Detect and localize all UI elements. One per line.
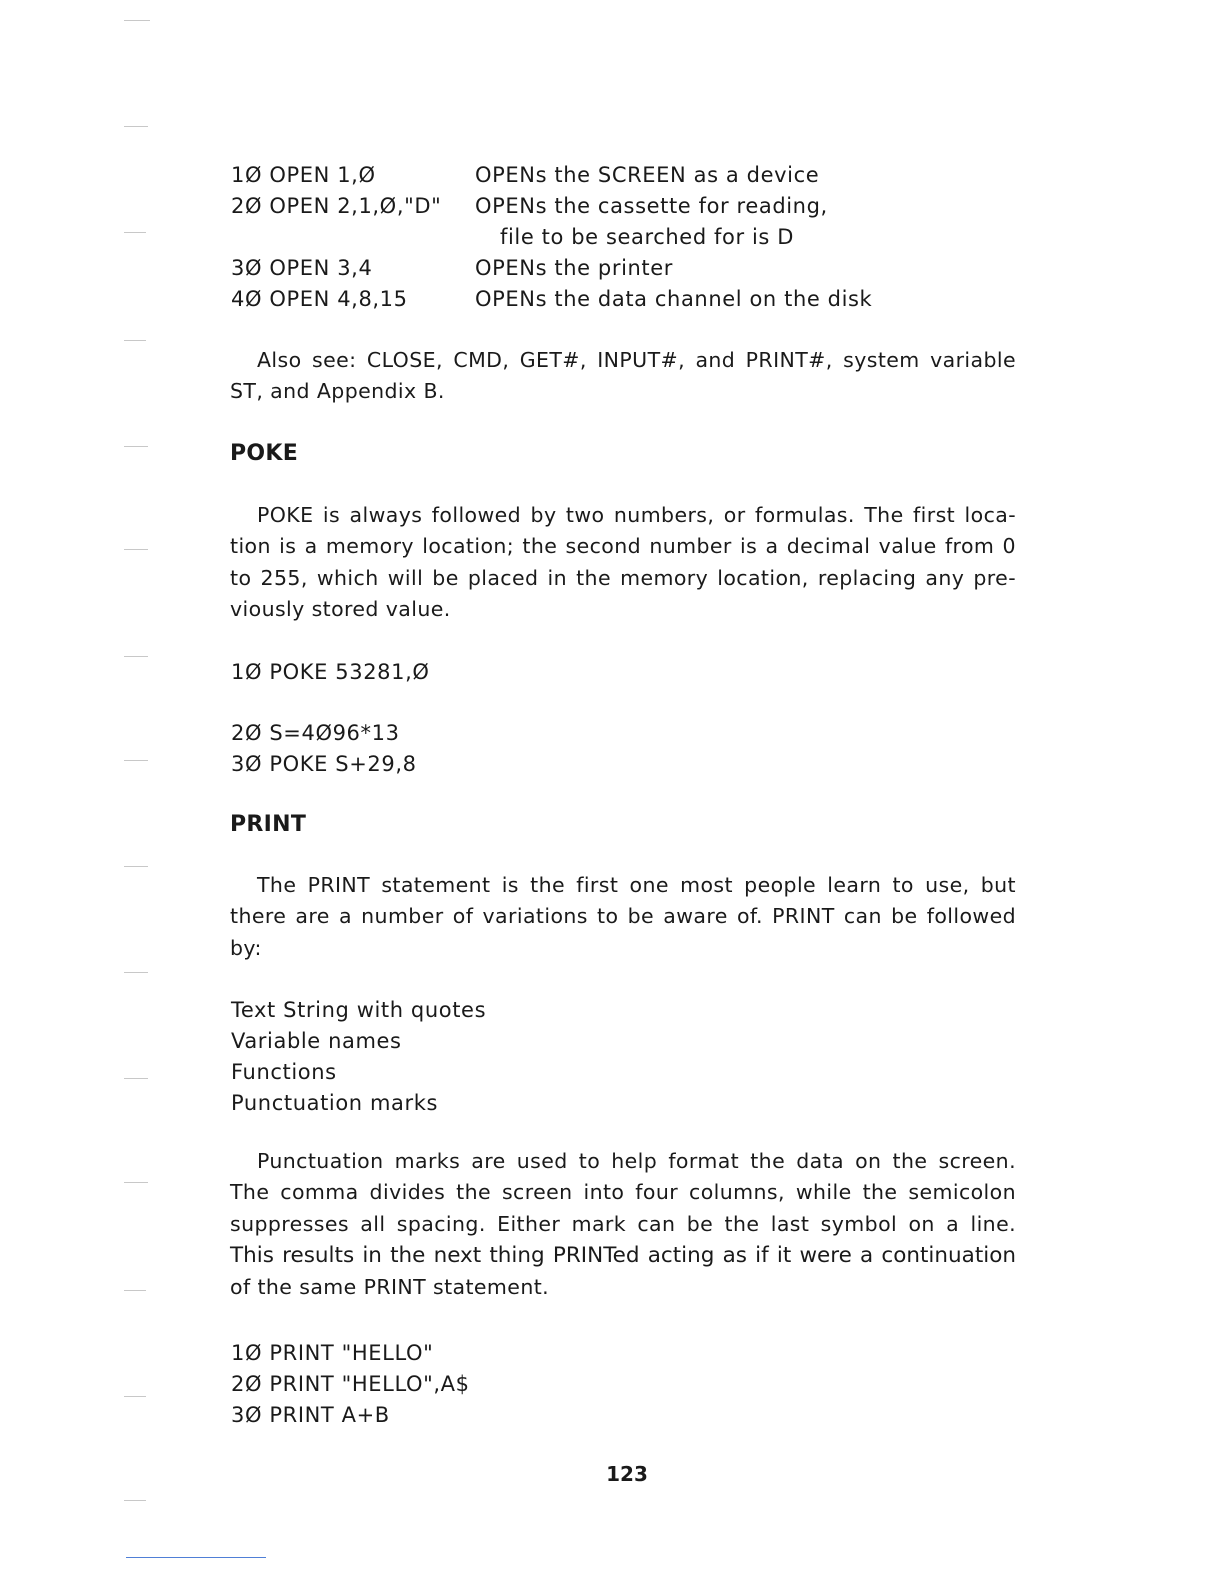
margin-mark xyxy=(124,549,148,550)
poke-example-line: 3Ø POKE S+29,8 xyxy=(231,752,417,776)
paragraph-line: Punctuation marks are used to help format the data on the screen. xyxy=(257,1149,1016,1173)
margin-mark xyxy=(124,1078,148,1079)
code-description: OPENs the cassette for reading, xyxy=(475,194,828,218)
print-punctuation-paragraph xyxy=(230,1146,1016,1303)
code-line: 2Ø OPEN 2,1,Ø,"D" xyxy=(231,194,442,218)
poke-example-line: 1Ø POKE 53281,Ø xyxy=(231,660,430,684)
print-example-line: 2Ø PRINT "HELLO",A$ xyxy=(231,1372,470,1396)
margin-mark xyxy=(124,340,146,341)
margin-mark xyxy=(124,232,146,233)
paragraph-line: This results in the next thing PRINTed acting as if it were a continuation xyxy=(230,1243,1016,1269)
list-item: Punctuation marks xyxy=(231,1091,439,1115)
margin-mark xyxy=(124,972,148,973)
paragraph-line: The comma divides the screen into four columns, while the semicolon xyxy=(230,1180,1016,1205)
margin-mark xyxy=(124,866,148,867)
code-description: OPENs the SCREEN as a device xyxy=(475,163,820,187)
section-heading-print: PRINT xyxy=(230,812,307,837)
page-number: 123 xyxy=(606,1462,648,1486)
print-example-line: 1Ø PRINT "HELLO" xyxy=(231,1341,434,1365)
code-description: OPENs the data channel on the disk xyxy=(475,287,873,311)
paragraph-line: ST, and Appendix B. xyxy=(230,379,445,404)
paragraph-line: there are a number of variations to be aware of. PRINT can be followed xyxy=(230,904,1016,929)
code-line: 1Ø OPEN 1,Ø xyxy=(231,163,376,187)
print-example-line: 3Ø PRINT A+B xyxy=(231,1403,390,1427)
margin-mark xyxy=(124,1500,146,1501)
paragraph-line: POKE is always followed by two numbers, or formulas. The first loca- xyxy=(257,503,1016,527)
code-line: 4Ø OPEN 4,8,15 xyxy=(231,287,408,311)
list-item: Text String with quotes xyxy=(231,998,487,1022)
list-item: Functions xyxy=(231,1060,337,1084)
poke-paragraph xyxy=(230,500,1016,626)
margin-mark xyxy=(124,760,148,761)
margin-mark xyxy=(124,1396,146,1397)
paragraph-line: viously stored value. xyxy=(230,597,451,622)
poke-example-line: 2Ø S=4Ø96*13 xyxy=(231,721,400,745)
paragraph-line: The PRINT statement is the first one most people learn to use, but xyxy=(257,873,1016,897)
margin-mark xyxy=(124,446,148,447)
print-paragraph xyxy=(230,870,1016,964)
code-line: 3Ø OPEN 3,4 xyxy=(231,256,373,280)
margin-mark xyxy=(124,1290,146,1291)
section-heading-poke: POKE xyxy=(230,441,299,466)
bottom-rule xyxy=(126,1557,266,1558)
also-see-paragraph xyxy=(230,345,1016,408)
margin-mark xyxy=(124,20,150,21)
paragraph-line: suppresses all spacing. Either mark can be the last symbol on a line. xyxy=(230,1211,1016,1236)
code-description: file to be searched for is D xyxy=(500,225,794,249)
margin-mark xyxy=(124,656,148,657)
paragraph-line: tion is a memory location; the second number is a decimal value from 0 xyxy=(230,534,1016,559)
paragraph-line: Also see: CLOSE, CMD, GET#, INPUT#, and PRINT#, system variable xyxy=(257,348,1016,372)
list-item: Variable names xyxy=(231,1029,402,1053)
margin-mark xyxy=(124,1182,148,1183)
code-description: OPENs the printer xyxy=(475,256,674,280)
paragraph-line: by: xyxy=(230,935,262,960)
paragraph-line: of the same PRINT statement. xyxy=(230,1274,550,1299)
paragraph-line: to 255, which will be placed in the memory location, replacing any pre- xyxy=(230,565,1016,590)
margin-mark xyxy=(124,126,148,127)
